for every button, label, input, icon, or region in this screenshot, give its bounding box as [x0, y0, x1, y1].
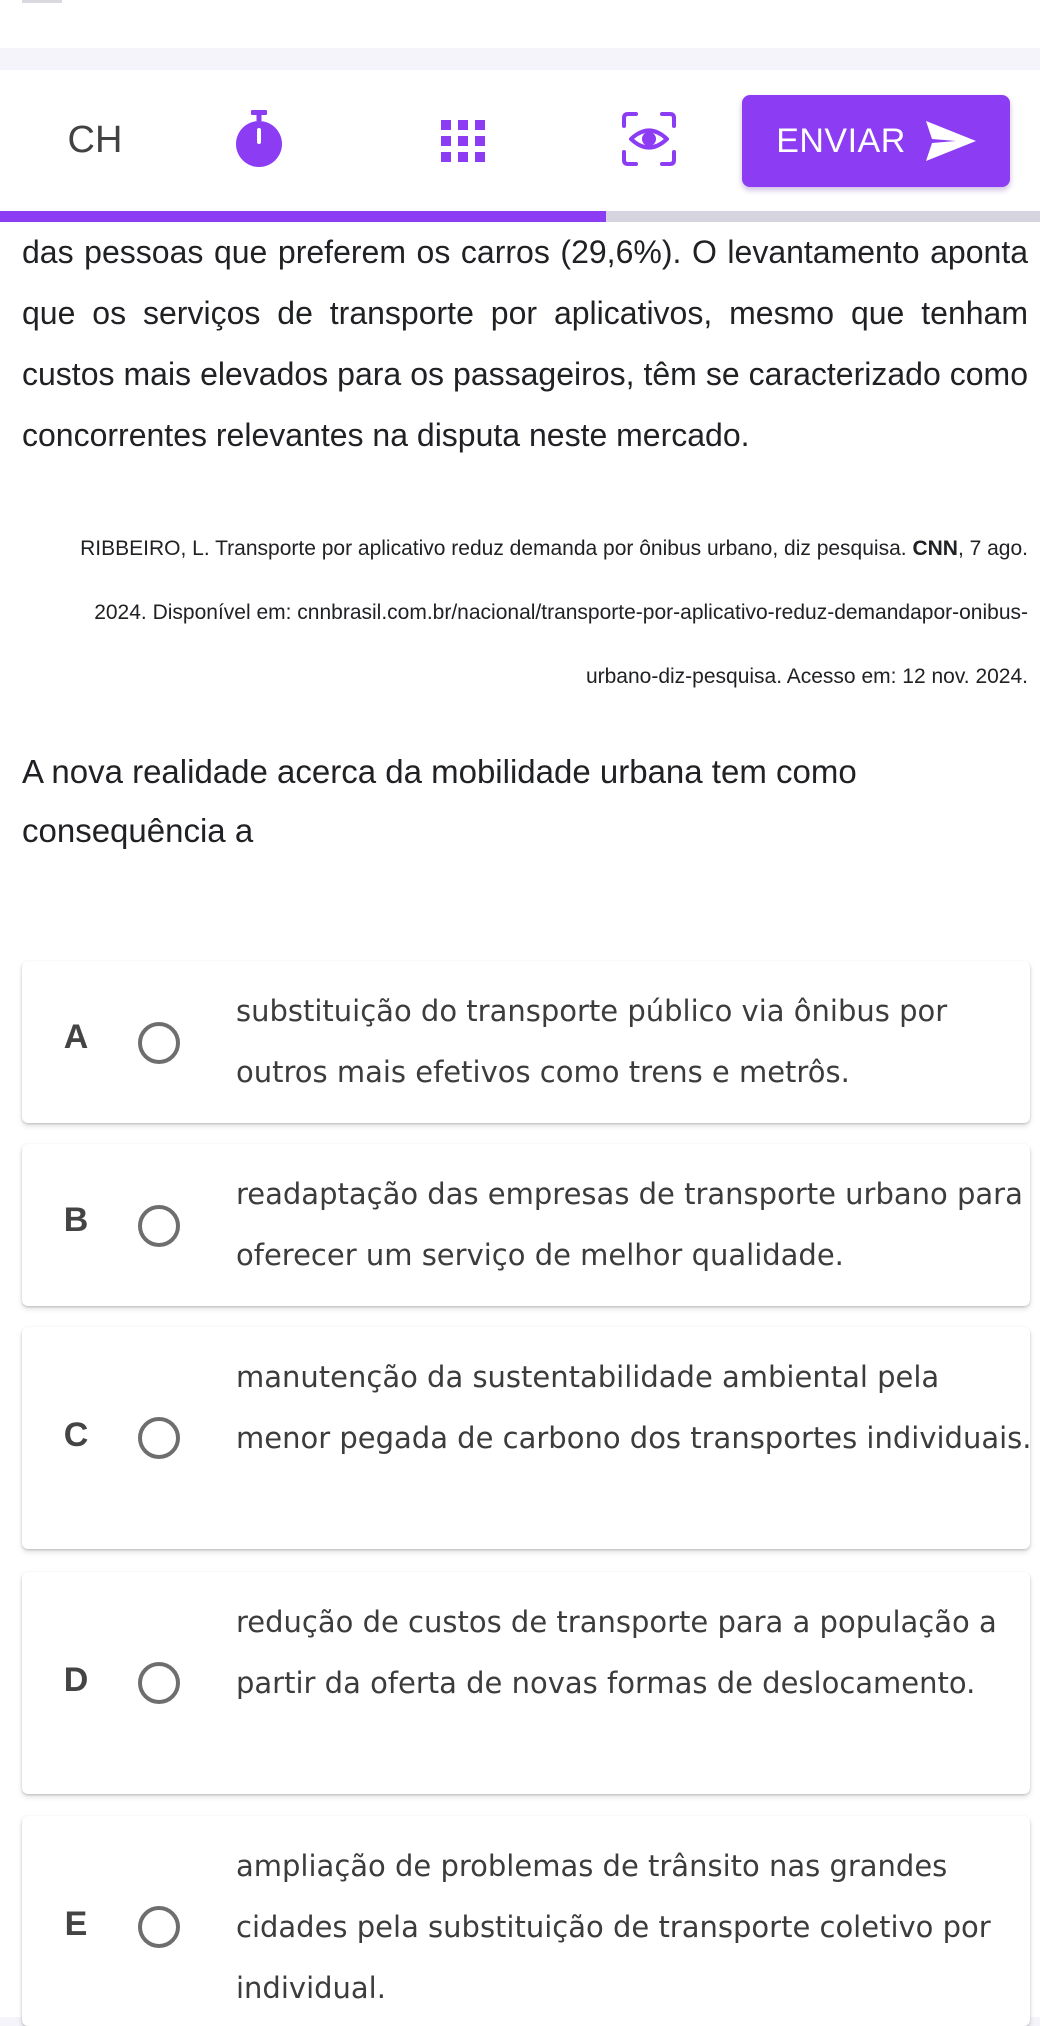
subject-label[interactable]: CH — [67, 118, 123, 161]
citation-source: CNN — [912, 537, 958, 560]
status-notch — [22, 0, 62, 3]
progress-bar-fill — [0, 211, 606, 222]
option-c[interactable] — [22, 1327, 1030, 1549]
option-text: readaptação das empresas de transporte urbano para oferecer um serviço de melhor qualidade. — [236, 1177, 1023, 1272]
option-b[interactable] — [22, 1144, 1030, 1306]
option-letter: A — [63, 1018, 89, 1056]
option-text: ampliação de problemas de trânsito nas grandes cidades pela substituição de transporte coletivo por individual. — [236, 1849, 991, 2005]
option-letter: E — [64, 1905, 88, 1943]
source-citation — [22, 517, 1028, 709]
option-letter: D — [63, 1661, 89, 1699]
top-strip — [0, 0, 1040, 48]
radio-button[interactable] — [138, 1022, 180, 1064]
radio-button[interactable] — [138, 1417, 180, 1459]
radio-button[interactable] — [138, 1662, 180, 1704]
option-text: manutenção da sustentabilidade ambiental pela menor pegada de carbono dos transportes individuais. — [236, 1360, 1032, 1455]
option-letter: C — [63, 1416, 89, 1454]
citation-reference: RIBBEIRO, L. Transporte por aplicativo reduz demanda por ônibus urbano, diz pesquisa. — [80, 537, 913, 560]
progress-bar — [0, 211, 1040, 222]
eye-icon[interactable] — [616, 106, 682, 172]
option-text: redução de custos de transporte para a população a partir da oferta de novas formas de deslocamento. — [236, 1605, 997, 1700]
radio-button[interactable] — [138, 1205, 180, 1247]
toolbar — [0, 70, 1040, 212]
passage-text: das pessoas que preferem os carros (29,6%). O levantamento aponta que os serviços de transporte por aplicativos, mesmo que tenham custos mais elevados para os passageiros, têm se caracterizado como concorrentes relevantes na disputa neste mercado. — [22, 234, 1028, 453]
option-e[interactable] — [22, 1816, 1030, 2026]
send-button-label: ENVIAR — [776, 121, 906, 160]
send-button[interactable] — [742, 95, 1010, 187]
send-arrow-icon — [926, 121, 976, 161]
stopwatch-icon[interactable] — [226, 106, 292, 172]
option-a[interactable] — [22, 961, 1030, 1123]
grid-icon[interactable] — [430, 108, 496, 174]
option-letter: B — [63, 1201, 89, 1239]
question-content — [0, 222, 1040, 2017]
question-prompt: A nova realidade acerca da mobilidade urbana tem como consequência a — [22, 753, 857, 849]
citation-details: , 7 ago. 2024. Disponível em: cnnbrasil.com.br/nacional/transporte-por-aplicativo-reduz-demandapor-onibus-urbano-diz-pesquisa. Acesso em: 12 nov. 2024. — [94, 537, 1028, 688]
option-d[interactable] — [22, 1572, 1030, 1794]
radio-button[interactable] — [138, 1906, 180, 1948]
option-text: substituição do transporte público via ônibus por outros mais efetivos como trens e metrôs. — [236, 994, 948, 1089]
